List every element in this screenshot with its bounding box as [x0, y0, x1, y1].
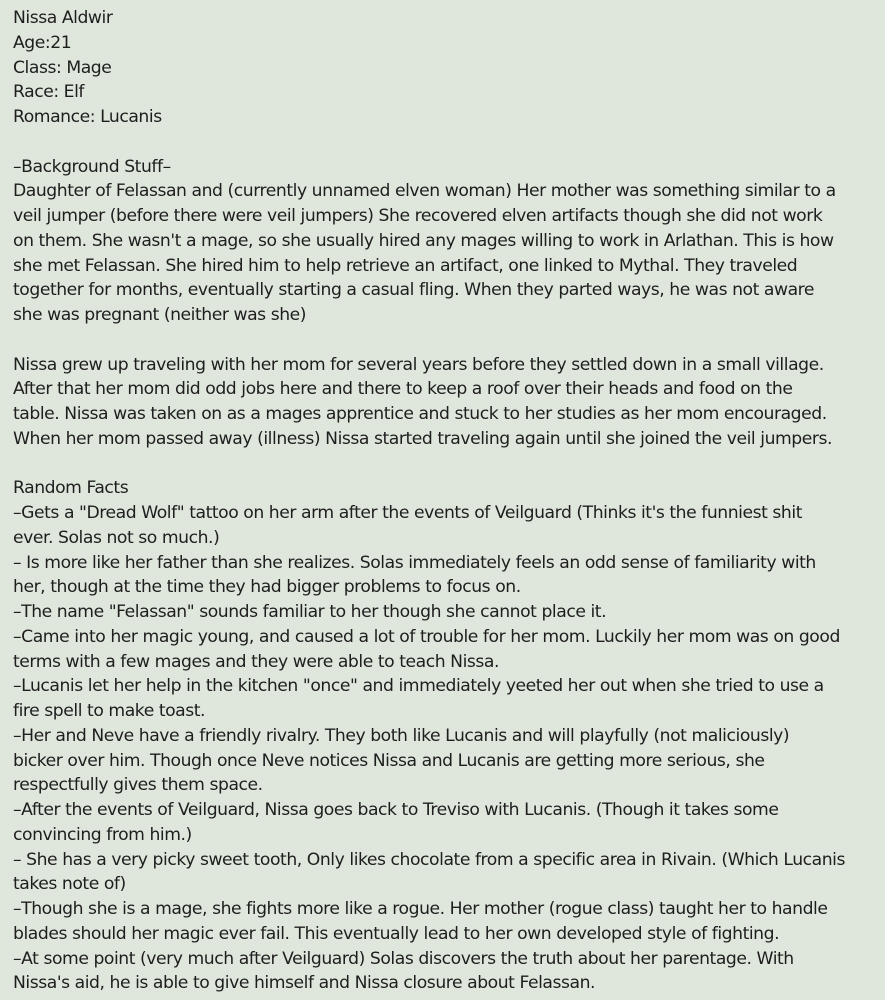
text-line: veil jumper (before there were veil jumpers) She recovered elven artifacts though she did not work	[13, 206, 823, 226]
text-line: on them. She wasn't a mage, so she usually hired any mages willing to work in Arlathan. This is how	[13, 230, 834, 251]
text-line: –At some point (very much after Veilguard) Solas discovers the truth about her parentage. With	[13, 948, 794, 969]
text-line: Daughter of Felassan and (currently unnamed elven woman) Her mother was something similar to a	[13, 181, 836, 202]
text-line: –The name "Felassan" sounds familiar to her though she cannot place it.	[13, 602, 607, 622]
text-line: –Lucanis let her help in the kitchen "once" and immediately yeeted her out when she tried to use a	[13, 676, 824, 697]
text-line: blades should her magic ever fail. This eventually lead to her own developed style of fighting.	[13, 923, 780, 944]
text-line: –After the events of Veilguard, Nissa goes back to Treviso with Lucanis. (Though it takes some	[13, 800, 779, 820]
text-line: Nissa grew up traveling with her mom for several years before they settled down in a small village.	[13, 354, 824, 375]
text-line: –Gets a "Dread Wolf" tattoo on her arm after the events of Veilguard (Thinks it's the funniest shit	[13, 503, 802, 523]
character-name: Nissa Aldwir	[13, 8, 113, 28]
spacer	[13, 328, 872, 353]
facts-list	[13, 501, 872, 996]
text-line: When her mom passed away (illness) Nissa started traveling again until she joined the veil jumpers.	[13, 428, 833, 449]
text-line: she was pregnant (neither was she)	[13, 305, 307, 325]
text-line: –Came into her magic young, and caused a lot of trouble for her mom. Luckily her mom was on good	[13, 626, 840, 647]
text-line: – Is more like her father than she realizes. Solas immediately feels an odd sense of familiarity with	[13, 552, 816, 573]
text-line: convincing from him.)	[13, 824, 192, 845]
spacer	[13, 452, 872, 477]
text-line: her, though at the time they had bigger problems to focus on.	[13, 577, 521, 598]
character-class: Class: Mage	[13, 57, 112, 78]
text-line: –Though she is a mage, she fights more like a rogue. Her mother (rogue class) taught her to handle	[13, 899, 828, 919]
spacer	[13, 130, 872, 155]
text-line: fire spell to make toast.	[13, 701, 206, 721]
text-line: After that her mom did odd jobs here and there to keep a roof over their heads and food on the	[13, 379, 793, 400]
text-line: Nissa's aid, he is able to give himself and Nissa closure about Felassan.	[13, 973, 596, 994]
background-heading: –Background Stuff–	[13, 156, 171, 177]
character-race: Race: Elf	[13, 82, 85, 103]
character-age: Age:21	[13, 32, 72, 53]
text-line: bicker over him. Though once Neve notices Nissa and Lucanis are getting more serious, she	[13, 750, 765, 771]
text-line: ever. Solas not so much.)	[13, 527, 220, 548]
text-line: together for months, eventually starting a casual fling. When they parted ways, he was not aware	[13, 280, 815, 301]
text-line: – She has a very picky sweet tooth, Only likes chocolate from a specific area in Rivain. (Which Lucanis	[13, 849, 846, 870]
text-line: terms with a few mages and they were able to teach Nissa.	[13, 651, 499, 672]
background-paragraph-2	[13, 353, 872, 452]
text-line: she met Felassan. She hired him to help retrieve an artifact, one linked to Mythal. They traveled	[13, 255, 798, 276]
character-romance: Romance: Lucanis	[13, 107, 162, 127]
text-line: table. Nissa was taken on as a mages apprentice and stuck to her studies as her mom encouraged.	[13, 404, 827, 424]
background-paragraph-1	[13, 179, 872, 328]
facts-heading: Random Facts	[13, 478, 129, 499]
text-line: respectfully gives them space.	[13, 775, 263, 796]
text-line: –Her and Neve have a friendly rivalry. They both like Lucanis and will playfully (not maliciously)	[13, 725, 790, 746]
text-line: takes note of)	[13, 874, 126, 895]
